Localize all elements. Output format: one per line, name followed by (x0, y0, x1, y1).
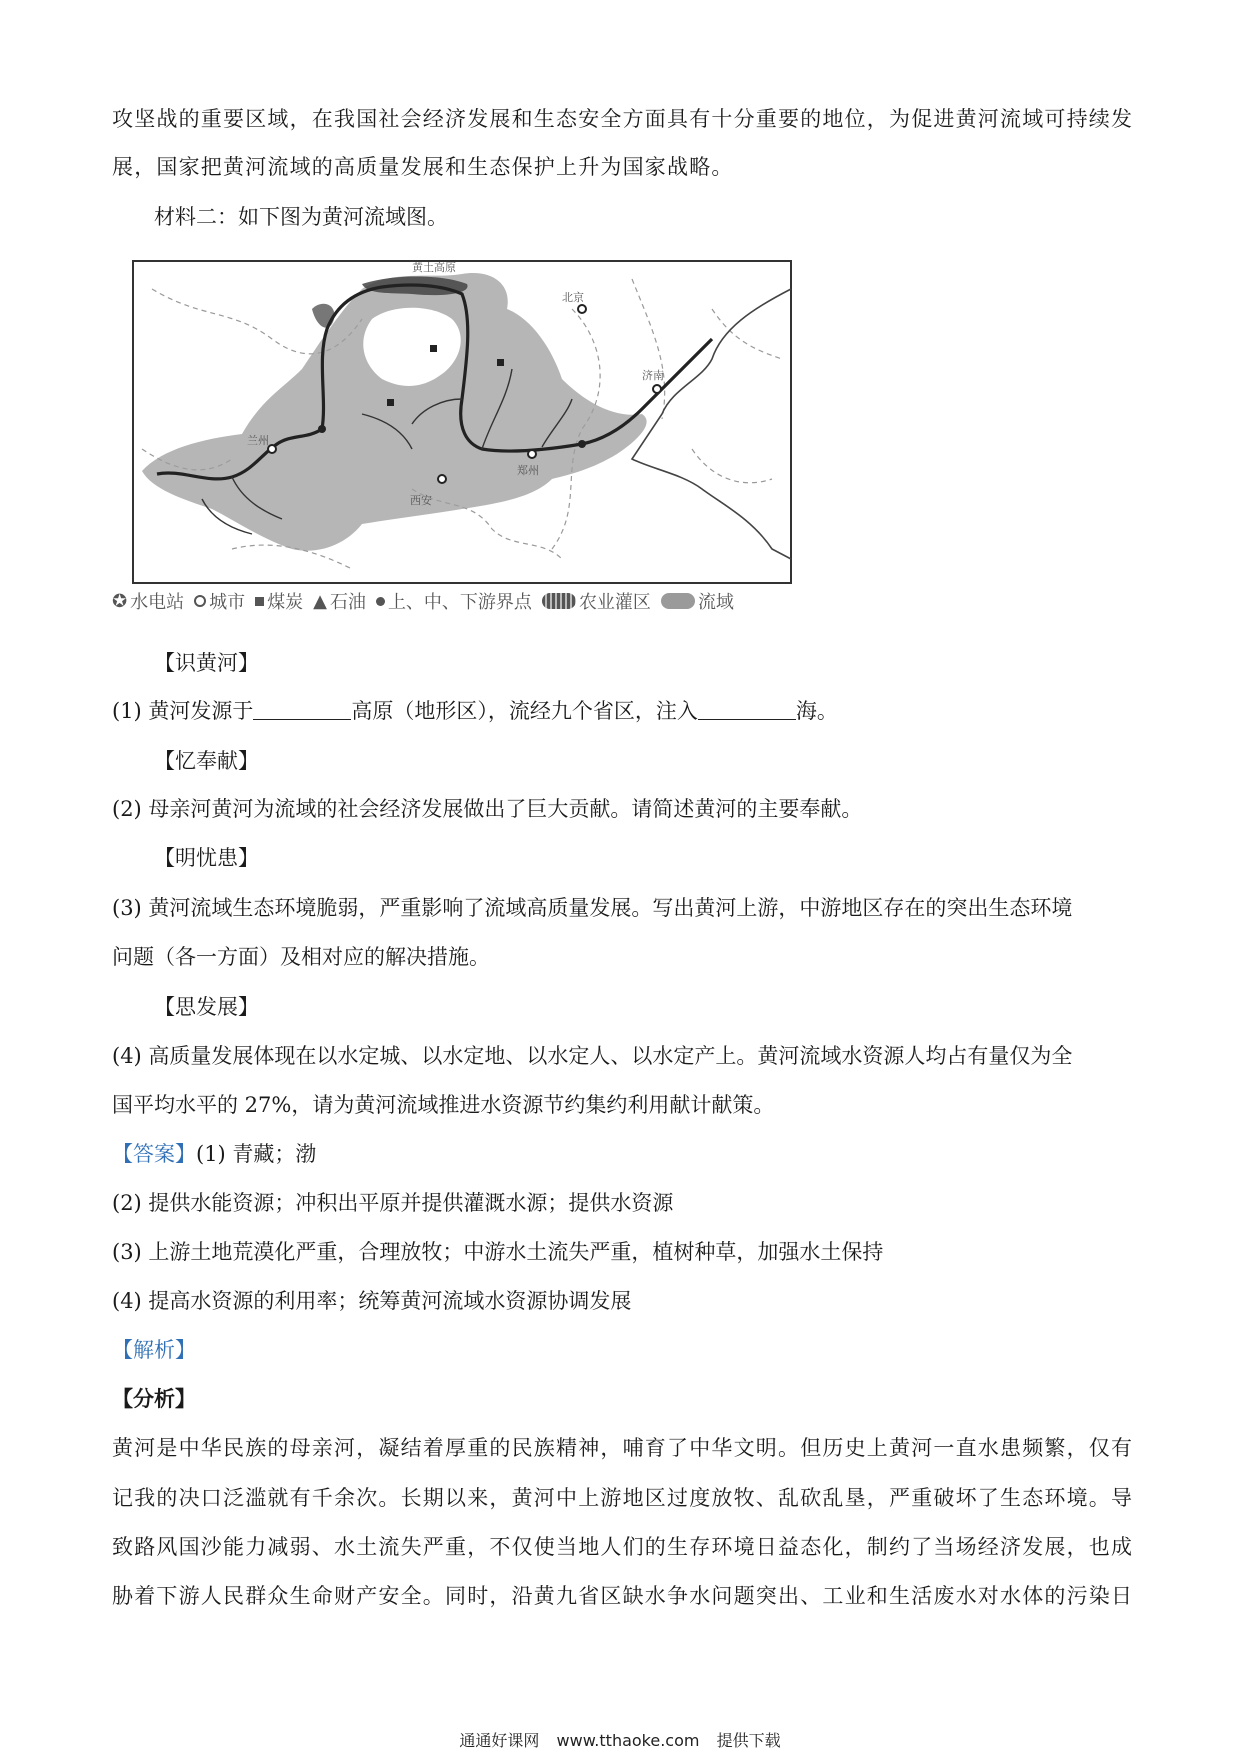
question-1-part-b: 高原（地形区），流经九个省区，注入 (351, 699, 698, 723)
analysis-paragraph-line-4: 胁着下游人民群众生命财产安全。同时，沿黄九省区缺水争水问题突出、工业和生活废水对水体的污染日 (112, 1584, 1134, 1608)
analysis-paragraph-line-3: 致路风国沙能力减弱、水土流失严重，不仅使当地人们的生存环境日益态化，制约了当场经济发展，也成 (112, 1535, 1134, 1559)
legend-city (194, 588, 245, 614)
section-title-concern: 【明忧患】 (154, 846, 259, 870)
map-label-plateau: 黄土高原 (412, 261, 456, 274)
answer-2: (2) 提供水能资源；冲积出平原并提供灌溉水源；提供水资源 (112, 1191, 674, 1215)
legend-irrigation (542, 588, 651, 614)
question-1-part-c: 海。 (795, 699, 838, 723)
legend-oil-label: 石油 (329, 592, 366, 613)
map-label-jinan: 济南 (642, 369, 664, 382)
boundary-point-icon (376, 597, 385, 606)
question-3-line-1: (3) 黄河流域生态环境脆弱，严重影响了流域高质量发展。写出黄河上游，中游地区存在的突出生态环境 (112, 896, 1073, 920)
analysis-subtitle: 【分析】 (112, 1386, 196, 1411)
coal-icon (255, 597, 264, 606)
map-legend (112, 588, 744, 614)
coal-icon (430, 345, 437, 352)
map-label-beijing: 北京 (562, 291, 584, 304)
question-1-part-a: (1) 黄河发源于 (112, 699, 254, 723)
map-label-zhengzhou: 郑州 (517, 464, 539, 477)
answer-blank-2[interactable] (698, 697, 796, 720)
city-icon (653, 385, 661, 393)
legend-city-label: 城市 (209, 592, 246, 613)
analysis-paragraph-line-2: 记我的决口泛滥就有千余次。长期以来，黄河中上游地区过度放牧、乱砍乱垦，严重破坏了生态环境。导 (112, 1486, 1134, 1510)
legend-coal (255, 588, 303, 614)
boundary-point-icon (318, 425, 326, 433)
intro-line-2: 展，国家把黄河流域的高质量发展和生态保护上升为国家战略。 (112, 155, 734, 179)
map-label-lanzhou: 兰州 (247, 434, 269, 447)
city-icon (194, 595, 206, 607)
coal-icon (497, 359, 504, 366)
footer-suffix: 提供下载 (716, 1731, 781, 1750)
page-footer (0, 1728, 1240, 1751)
legend-coal-label: 煤炭 (267, 592, 304, 613)
yellow-river-basin-map (112, 249, 812, 585)
basin-icon (661, 593, 695, 609)
question-4-line-2: 国平均水平的 27%，请为黄河流域推进水资源节约集约利用献计献策。 (112, 1093, 775, 1117)
boundary-point-icon (578, 440, 586, 448)
legend-boundary-point (376, 588, 532, 614)
hydropower-icon: ✪ (112, 590, 128, 612)
footer-url[interactable]: www.tthaoke.com (556, 1731, 700, 1750)
answer-line-1 (112, 1139, 316, 1169)
answer-tag: 【答案】 (112, 1142, 196, 1166)
legend-hydropower (112, 588, 184, 614)
city-icon (528, 450, 536, 458)
irrigation-area-icon (542, 593, 576, 609)
section-title-know-river: 【识黄河】 (154, 651, 259, 675)
answer-4: (4) 提高水资源的利用率；统筹黄河流域水资源协调发展 (112, 1289, 632, 1313)
analysis-paragraph-line-1: 黄河是中华民族的母亲河，凝结着厚重的民族精神，哺育了中华文明。但历史上黄河一直水患频繁，仅有 (112, 1436, 1134, 1460)
oil-icon: ▲ (313, 590, 327, 612)
map-label-xian: 西安 (410, 494, 432, 507)
legend-irrigation-label: 农业灌区 (578, 592, 651, 613)
city-icon (438, 475, 446, 483)
answer-blank-1[interactable] (253, 697, 351, 720)
legend-boundary-point-label: 上、中、下游界点 (387, 592, 532, 613)
answer-3: (3) 上游土地荒漠化严重，合理放牧；中游水土流失严重，植树种草，加强水土保持 (112, 1240, 884, 1264)
legend-hydropower-label: 水电站 (130, 592, 185, 613)
footer-site-name: 通通好课网 (459, 1731, 540, 1750)
intro-line-1: 攻坚战的重要区域，在我国社会经济发展和生态安全方面具有十分重要的地位，为促进黄河流域可持续发 (112, 107, 1134, 131)
question-4-line-1: (4) 高质量发展体现在以水定城、以水定地、以水定人、以水定产上。黄河流域水资源人均占有量仅为全 (112, 1044, 1073, 1068)
question-3-line-2: 问题（各一方面）及相对应的解决措施。 (112, 945, 490, 969)
answer-1: (1) 青藏；渤 (196, 1142, 317, 1166)
coal-icon (387, 399, 394, 406)
city-icon (578, 305, 586, 313)
legend-basin-label: 流域 (697, 592, 734, 613)
section-title-contribution: 【忆奉献】 (154, 749, 259, 773)
question-2: (2) 母亲河黄河为流域的社会经济发展做出了巨大贡献。请简述黄河的主要奉献。 (112, 797, 863, 821)
city-icon (268, 445, 276, 453)
legend-basin (661, 588, 734, 614)
analysis-tag: 【解析】 (112, 1338, 196, 1362)
material-two-caption: 材料二：如下图为黄河流域图。 (154, 205, 448, 229)
legend-oil (313, 588, 366, 614)
question-1 (112, 696, 838, 726)
section-title-development: 【思发展】 (154, 995, 259, 1019)
